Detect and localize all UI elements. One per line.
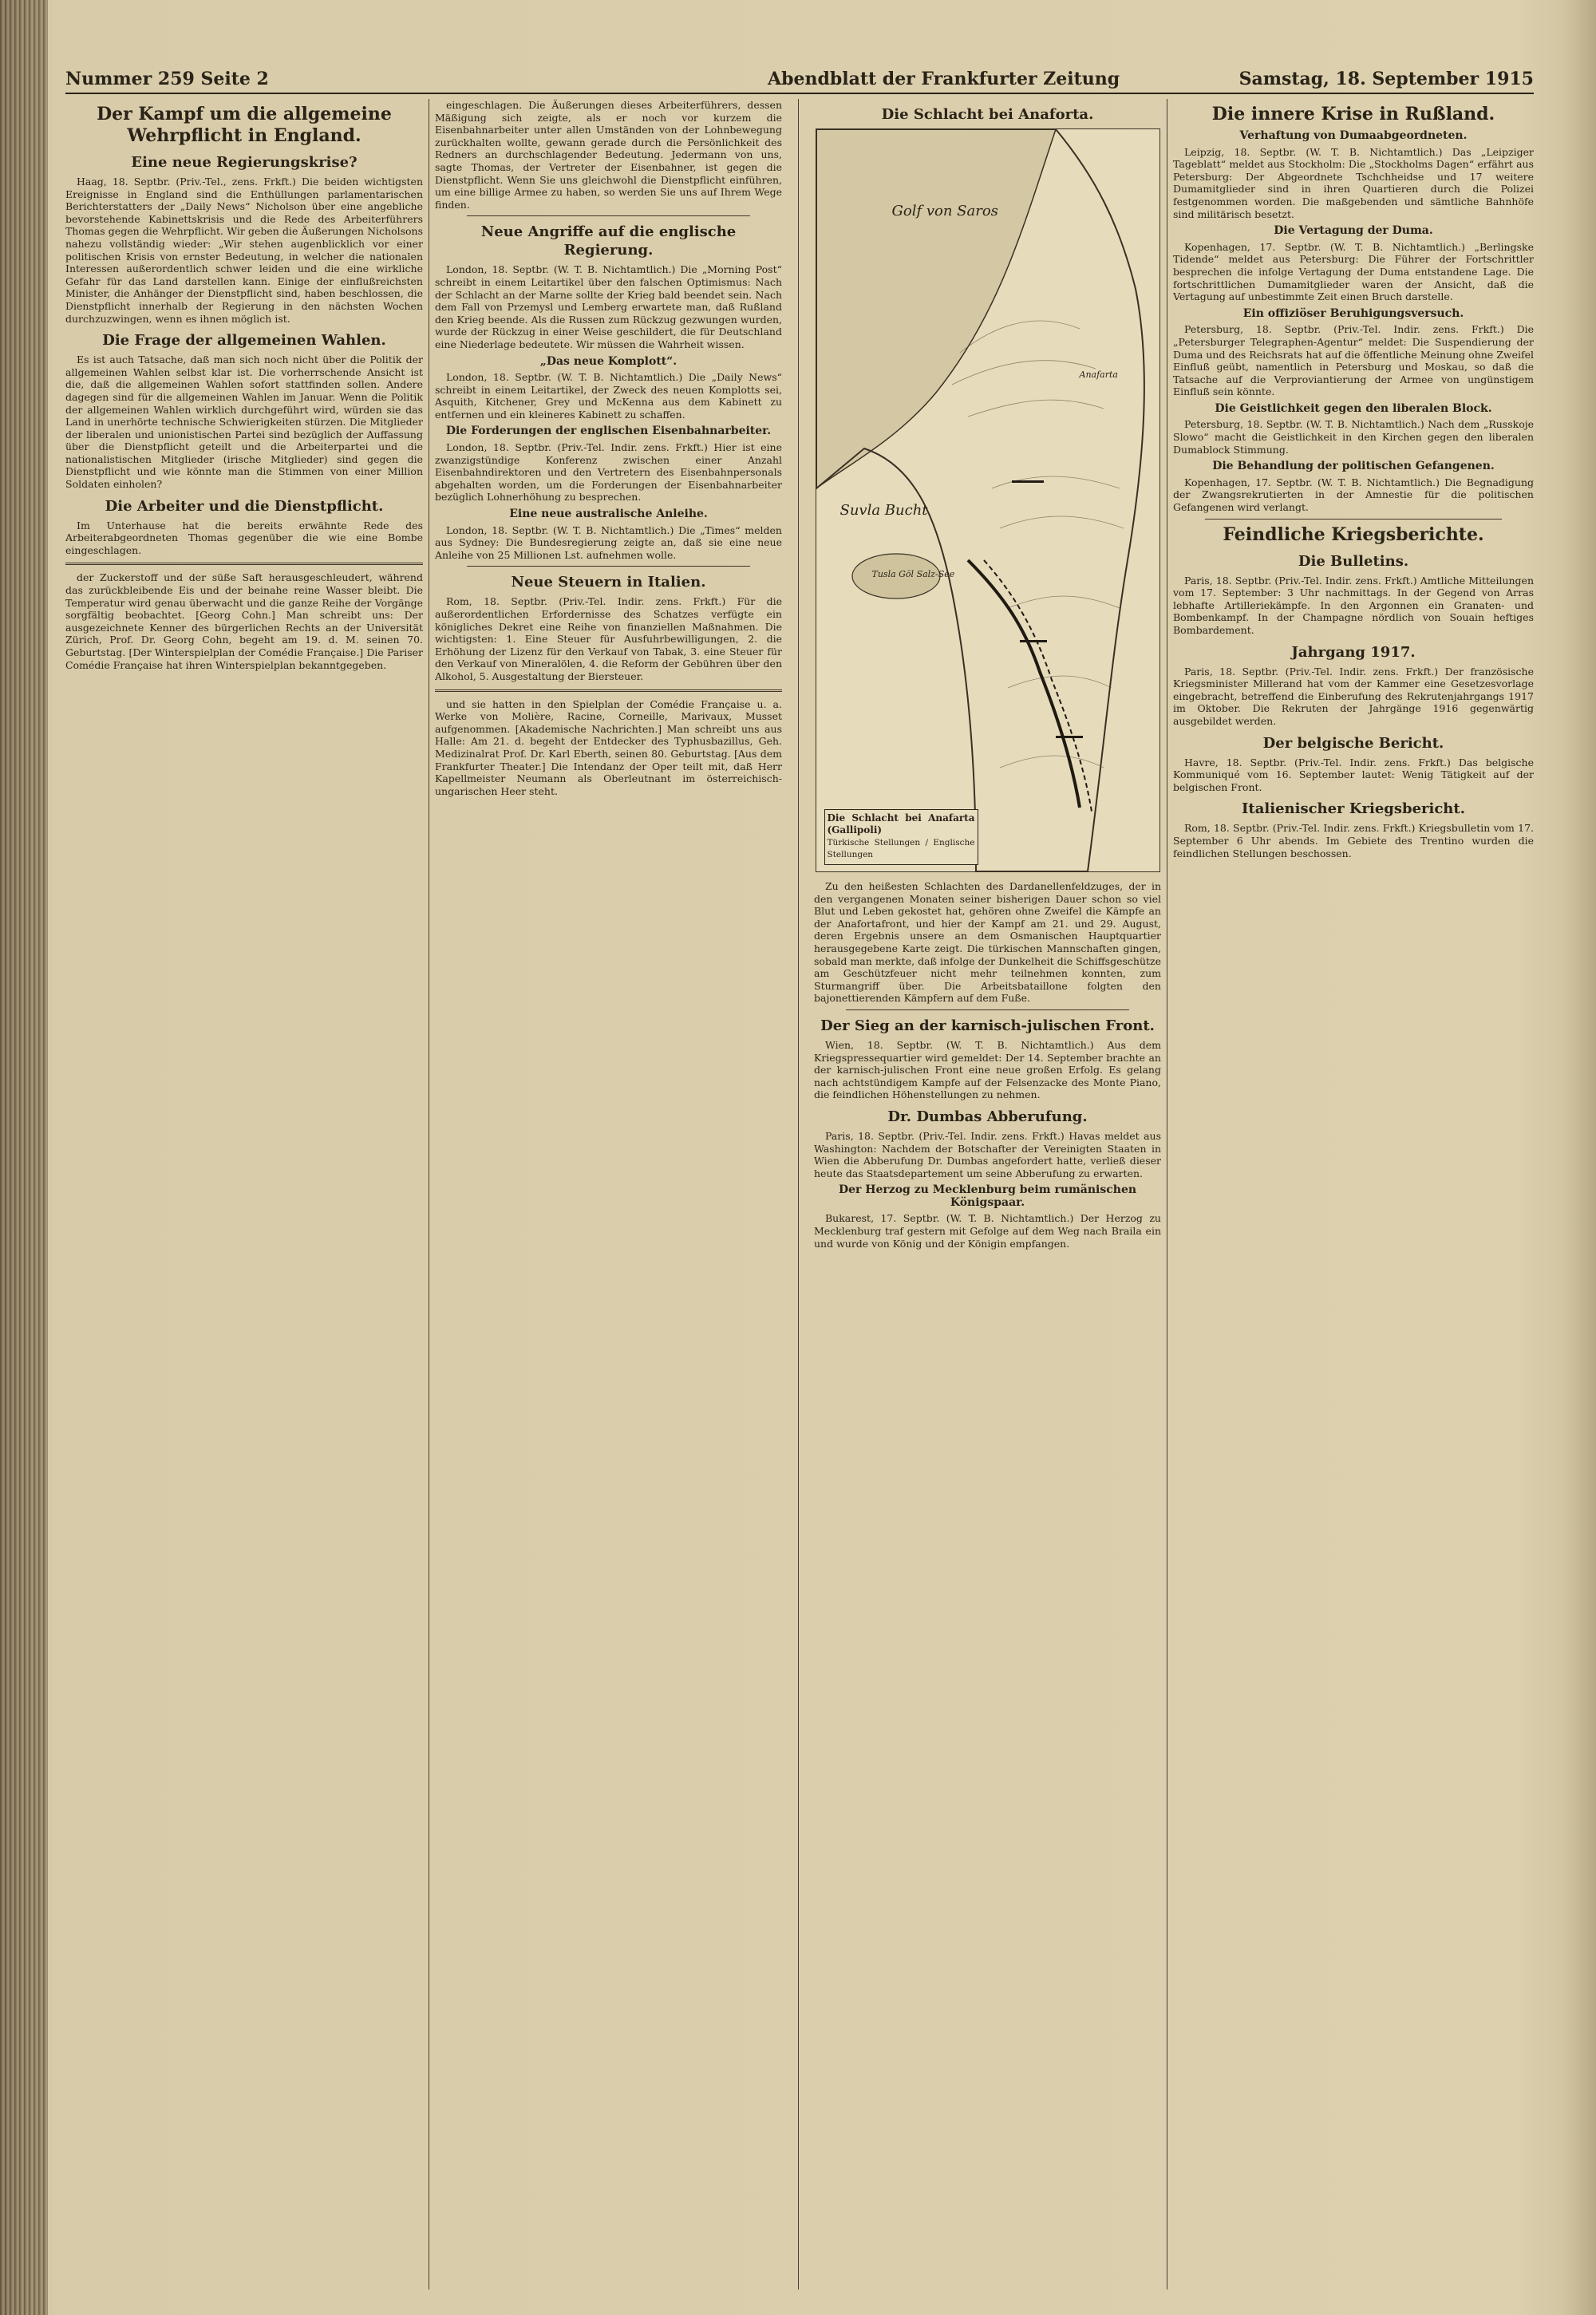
section-headline: Feindliche Kriegsberichte. bbox=[1223, 523, 1484, 545]
feuilleton-divider bbox=[435, 689, 782, 692]
article-paragraph: London, 18. Septbr. (W. T. B. Nichtamtlich.) Die „Daily News“ schreibt in einem Leitartikel, der Zweck des neuen Komplotts sei, Asquith, Kitchener, Grey und McKenna aus dem Kabinett zu entfernen und ein kleineres Kabinett zu schaffen. bbox=[435, 371, 782, 421]
article-paragraph: Bukarest, 17. Septbr. (W. T. B. Nichtamtlich.) Der Herzog zu Mecklenburg traf gestern mit Gefolge auf dem Weg nach Braila ein und wurde von König und der Königin empfangen. bbox=[814, 1212, 1161, 1250]
section-heading: Die Frage der allgemeinen Wahlen. bbox=[102, 332, 386, 350]
map-label-anafarta: Anafarta bbox=[1079, 369, 1118, 380]
article-paragraph: Zu den heißesten Schlachten des Dardanellenfeldzuges, der in den vergangenen Monaten seiner bisherigen Dauer schon so viel Blut und Leben gekostet hat, gehören ohne Zweifel die Kämpfe an der Anafortafront, und hier der Kampf am 21. und 29. August, deren Ergebnis unsere an dem Osmanischen Hauptquartier herausgegebene Karte zeigt. Die türkischen Mannschaften gingen, sobald man merkte, daß infolge der Dunkelheit die Schiffsgeschütze am Geschützfeuer nicht mehr teilnehmen konnten, zum Sturmangriff über. Die Arbeitsbataillone folgten den bajonettierenden Kämpfern auf dem Fuße. bbox=[814, 880, 1161, 1005]
divider bbox=[467, 566, 750, 567]
article-paragraph: Rom, 18. Septbr. (Priv.-Tel. Indir. zens. Frkft.) Für die außerordentlichen Erfordernisse des Schatzes verfügte ein königliches Dekret eine Reihe von finanziellen Maßnahmen. Die wichtigsten: 1. Eine Steuer für Ausfuhrbewilligungen, 2. die Erhöhung der Lizenz für den Verkauf von Tabak, 3. eine Steuer für den Verkauf von Mineralölen, 4. die Reform der Gebühren über den Alkohol, 5. Ausgestaltung der Biersteuer. bbox=[435, 595, 782, 682]
section-heading: Dr. Dumbas Abberufung. bbox=[887, 1108, 1088, 1125]
legend-title: Die Schlacht bei Anafarta (Gallipoli) bbox=[827, 812, 975, 836]
section-heading: Neue Steuern in Italien. bbox=[511, 574, 706, 591]
map-label-gulf: Golf von Saros bbox=[891, 203, 998, 219]
article-headline: Die innere Krise in Rußland. bbox=[1211, 104, 1495, 124]
issue-number: Nummer 259 Seite 2 bbox=[65, 69, 269, 89]
section-heading: „Das neue Komplott“. bbox=[539, 354, 678, 368]
map-label-bay: Suvla Bucht bbox=[839, 502, 928, 519]
section-heading: Der Sieg an der karnisch-julischen Front. bbox=[820, 1017, 1155, 1034]
section-heading: Der Herzog zu Mecklenburg beim rumänischen Königspaar. bbox=[838, 1183, 1137, 1209]
article-paragraph: Petersburg, 18. Septbr. (Priv.-Tel. Indir. zens. Frkft.) Die „Petersburger Telegraphen-Agentur“ meldet: Die Suspendierung der Duma und des Reichsrats hat auf die öffentliche Meinung ohne Zweifel Einfluß geübt, namentlich in Petersburg und Moskau, so daß die Tatsache auf die Verproviantierung der Armee von ungünstigem Einfluß sein könnte. bbox=[1173, 323, 1534, 398]
article-paragraph: Leipzig, 18. Septbr. (W. T. B. Nichtamtlich.) Das „Leipziger Tageblatt“ meldet aus Stockholm: Die „Stockholms Dagen“ erfährt aus Petersburg: Der Abgeordnete Tschchheidse und 17 weitere Dumamitglieder sind in ihren Quartieren durch die Polizei festgenommen worden. Die maßgebenden und sämtliche Bahnhöfe sind militärisch besetzt. bbox=[1173, 145, 1534, 220]
section-heading: Die Geistlichkeit gegen den liberalen Block. bbox=[1215, 401, 1492, 415]
feuilleton-text: und sie hatten in den Spielplan der Comédie Française u. a. Werke von Molière, Racine, Corneille, Marivaux, Musset aufgenommen. [Akademische Nachrichten.] Man schreibt uns aus Halle: Am 21. d. begeht der Entdecker des Typhusbazillus, Geh. Medizinalrat Prof. Dr. Karl Eberth, seinen 80. Geburtstag. [Aus dem Frankfurter Theater.] Die Intendanz der Oper teilt mit, daß Herr Kapellmeister Neumann als Oberleutnant im österreichisch-ungarischen Heer steht. bbox=[435, 697, 782, 797]
article-paragraph: London, 18. Septbr. (W. T. B. Nichtamtlich.) Die „Times“ melden aus Sydney: Die Bundesregierung zeigte an, daß sie eine neue Anleihe von 25 Millionen Lst. aufnehmen wolle. bbox=[435, 523, 782, 561]
article-paragraph: Im Unterhause hat die bereits erwähnte Rede des Arbeiterabgeordneten Thomas gegenüber die wie eine Bombe eingeschlagen. bbox=[65, 519, 423, 556]
article-paragraph: eingeschlagen. Die Äußerungen dieses Arbeiterführers, dessen Mäßigung sich zeigte, als er noch vor kurzem die Eisenbahnarbeiter unter allen Umständen von der Lohnbewegung zurückhalten wollte, gewann gerade durch die Persönlichkeit des Redners an durchschlagender Bedeutung. Jedermann von uns, sagte Thomas, der Vertreter der Eisenbahner, ist gegen die Dienstpflicht. Wenn Sie uns gleichwohl die Dienstpflicht einführen, um eine billige Armee zu haben, so werden Sie uns auf Ihrem Wege finden. bbox=[435, 99, 782, 211]
article-paragraph: London, 18. Septbr. (W. T. B. Nichtamtlich.) Die „Morning Post“ schreibt in einem Leitartikel über den falschen Optimismus: Nach der Schlacht an der Marne sollte der Krieg bald beendet sein. Nach dem Fall von Przemysl und Lemberg erwartete man, daß Rußland den Krieg beende. Als die Russen zum Rückzug gezwungen wurden, wurde der Rückzug in einer Weise geschildert, die für Deutschland eine Niederlage bedeutete. Wir müssen die Wahrheit wissen. bbox=[435, 263, 782, 350]
section-heading: Die Behandlung der politischen Gefangenen. bbox=[1212, 460, 1495, 473]
article-paragraph: Es ist auch Tatsache, daß man sich noch nicht über die Politik der allgemeinen Wahlen selbst klar ist. Die vorherrschende Ansicht ist die, daß die allgemeinen Wahlen sofort stattfinden sollen. Andere dagegen sind für die allgemeinen Wahlen im Januar. Wenn die Politik der allgemeinen Wahlen wirklich durchgeführt wird, würden sie das Land in unerhörte technische Schwierigkeiten stürzen. Die Mitglieder der liberalen und unionistischen Partei sind bezüglich der Auffassung über die Dienstpflicht geteilt und die Arbeiterpartei und die nationalistischen Mitglieder (irische Mitglieder) sind gegen die Dienstpflicht und wie könnte man die Stimmen von einer Million Soldaten einholen? bbox=[65, 354, 423, 491]
newspaper-title: Abendblatt der Frankfurter Zeitung bbox=[768, 69, 1120, 89]
column-2 bbox=[435, 99, 782, 2289]
divider bbox=[846, 1009, 1129, 1010]
article-paragraph: Wien, 18. Septbr. (W. T. B. Nichtamtlich.) Aus dem Kriegspressequartier wird gemeldet: Der 14. September brachte an der karnisch-julischen Front eine neue großen Erfolg. Es gelang nach achtstündigem Kampfe auf der Felsenzacke des Monte Piano, die feindlichen Höhenstellungen zu nehmen. bbox=[814, 1038, 1161, 1101]
article-headline: Der Kampf um die allgemeine Wehrpflicht in England. bbox=[97, 104, 392, 146]
article-headline: Die Schlacht bei Anaforta. bbox=[881, 106, 1094, 123]
map-drawing bbox=[816, 129, 1159, 871]
section-subheadline: Die Bulletins. bbox=[1298, 552, 1409, 570]
column-4 bbox=[1173, 99, 1534, 2289]
article-paragraph: Haag, 18. Septbr. (Priv.-Tel., zens. Frkft.) Die beiden wichtigsten Ereignisse in England sind die Enthüllungen parlamentarischen Berichterstatters der „Daily News“ Nicholson über eine angebliche bevorstehende Kabinettskrisis und die Rede des Arbeiterführers Thomas gegen die Wehrpflicht. Wir geben die Äußerungen Nicholsons nahezu vollständig wieder: „Wir stehen augenblicklich vor einer politischen Krisis von ernster Bedeutung, in welcher die nationalen Interessen außerordentlich schwer leiden und die eine wirkliche Gefahr für das Land darstellen kann. Einige der einflußreichsten Minister, die Anhänger der Dienstpflicht sind, haben beschlossen, die Dienstpflicht innerhalb der Regierung in den nächsten Wochen durchzuzwingen, wenn es ihnen möglich ist. bbox=[65, 176, 423, 325]
article-paragraph: Kopenhagen, 17. Septbr. (W. T. B. Nichtamtlich.) Die Begnadigung der Zwangsrekrutierten in der Amnestie für die politischen Gefangenen wird verlangt. bbox=[1173, 476, 1534, 514]
feuilleton-divider bbox=[65, 563, 423, 565]
column-1 bbox=[65, 99, 423, 2289]
section-heading: Neue Angriffe auf die englische Regierung. bbox=[480, 223, 737, 259]
map-legend bbox=[824, 809, 978, 865]
article-paragraph: Petersburg, 18. Septbr. (W. T. B. Nichtamtlich.) Nach dem „Russkoje Slowo“ macht die Geistlichkeit in den Kirchen gegen den liberalen Dumablock Stimmung. bbox=[1173, 418, 1534, 456]
section-heading: Italienischer Kriegsbericht. bbox=[1242, 800, 1465, 818]
column-rule bbox=[798, 99, 799, 2289]
battle-map bbox=[816, 128, 1160, 872]
article-subheadline: Verhaftung von Dumaabgeordneten. bbox=[1239, 129, 1468, 142]
article-paragraph: Paris, 18. Septbr. (Priv.-Tel. Indir. zens. Frkft.) Der französische Kriegsminister Millerand hat vom der Kammer eine Gesetzesvorlage eingebracht, betreffend die Einberufung des Rekrutenjahrgangs 1917 im Oktober. Die Rekruten der Jahrgänge 1916 gegenwärtig ausgebildet werden. bbox=[1173, 665, 1534, 727]
article-paragraph: Kopenhagen, 17. Septbr. (W. T. B. Nichtamtlich.) „Berlingske Tidende“ meldet aus Petersburg: Die Führer der Fortschrittler besprechen die infolge Vertagung der Duma entstandene Lage. Die fortschrittlichen Dumamitglieder waren der Ansicht, daß die Vertagung auf unbestimmte Zeit einen Bruch darstelle. bbox=[1173, 240, 1534, 303]
article-paragraph: Paris, 18. Septbr. (Priv.-Tel. Indir. zens. Frkft.) Amtliche Mitteilungen vom 17. September: 3 Uhr nachmittags. In der Gegend von Arras lebhafte Artilleriekämpfe. In den Argonnen ein Granaten- und Bombenkampf. In der Champagne nördlich von Souain heftiges Bombardement. bbox=[1173, 574, 1534, 636]
column-3 bbox=[814, 99, 1161, 2289]
section-heading: Jahrgang 1917. bbox=[1291, 643, 1416, 661]
section-heading: Eine neue australische Anleihe. bbox=[509, 508, 708, 521]
section-heading: Der belgische Bericht. bbox=[1262, 734, 1444, 752]
section-heading: Die Forderungen der englischen Eisenbahnarbeiter. bbox=[445, 425, 772, 438]
page-binding bbox=[0, 0, 48, 2315]
article-paragraph: Havre, 18. Septbr. (Priv.-Tel. Indir. zens. Frkft.) Das belgische Kommuniqué vom 16. September lautet: Wenig Tätigkeit auf der belgischen Front. bbox=[1173, 756, 1534, 793]
article-paragraph: Rom, 18. Septbr. (Priv.-Tel. Indir. zens. Frkft.) Kriegsbulletin vom 17. September 6 Uhr abends. Im Gebiete des Trentino wurden die feindlichen Stellungen beschossen. bbox=[1173, 822, 1534, 859]
issue-date: Samstag, 18. September 1915 bbox=[1238, 69, 1534, 89]
feuilleton-text: der Zuckerstoff und der süße Saft herausgeschleudert, während das zurückbleibende Eis und der beinahe reine Wasser bleibt. Die Temperatur wird genau überwacht und die ganze Reihe der Vorgänge sorgfältig beobachtet. [Georg Cohn.] Man schreibt uns: Der ausgezeichnete Kenner des bürgerlichen Rechts an der Universität Zürich, Prof. Dr. Georg Cohn, begeht am 19. d. M. seinen 70. Geburtstag. [Der Winterspielplan der Comédie Française.] Die Pariser Comédie Française hat ihren Winterspielplan bekanntgegeben. bbox=[65, 571, 423, 671]
section-heading: Die Arbeiter und die Dienstpflicht. bbox=[105, 497, 384, 515]
section-heading: Die Vertagung der Duma. bbox=[1274, 224, 1433, 238]
masthead bbox=[65, 65, 1534, 94]
legend-lines: Türkische Stellungen / Englische Stellungen bbox=[827, 837, 975, 860]
map-label-lake: Tusla Göl Salz-See bbox=[871, 569, 955, 579]
divider bbox=[467, 215, 750, 216]
article-paragraph: Paris, 18. Septbr. (Priv.-Tel. Indir. zens. Frkft.) Havas meldet aus Washington: Nachdem der Botschafter der Vereinigten Staaten in Wien die Abberufung Dr. Dumbas angefordert hatte, verließ dieser heute das Staatsdepartement um seine Abberufung zu erwarten. bbox=[814, 1129, 1161, 1179]
article-subheadline: Eine neue Regierungskrise? bbox=[131, 154, 358, 171]
article-paragraph: London, 18. Septbr. (Priv.-Tel. Indir. zens. Frkft.) Hier ist eine zwanzigstündige Konferenz zwischen einer Anzahl Eisenbahndirektoren und den Vertretern des Eisenbahnpersonals abgehalten worden, um die Forderungen der Eisenbahnarbeiter bezüglich Lohnerhöhung zu besprechen. bbox=[435, 441, 782, 504]
section-heading: Ein offiziöser Beruhigungsversuch. bbox=[1242, 306, 1464, 320]
